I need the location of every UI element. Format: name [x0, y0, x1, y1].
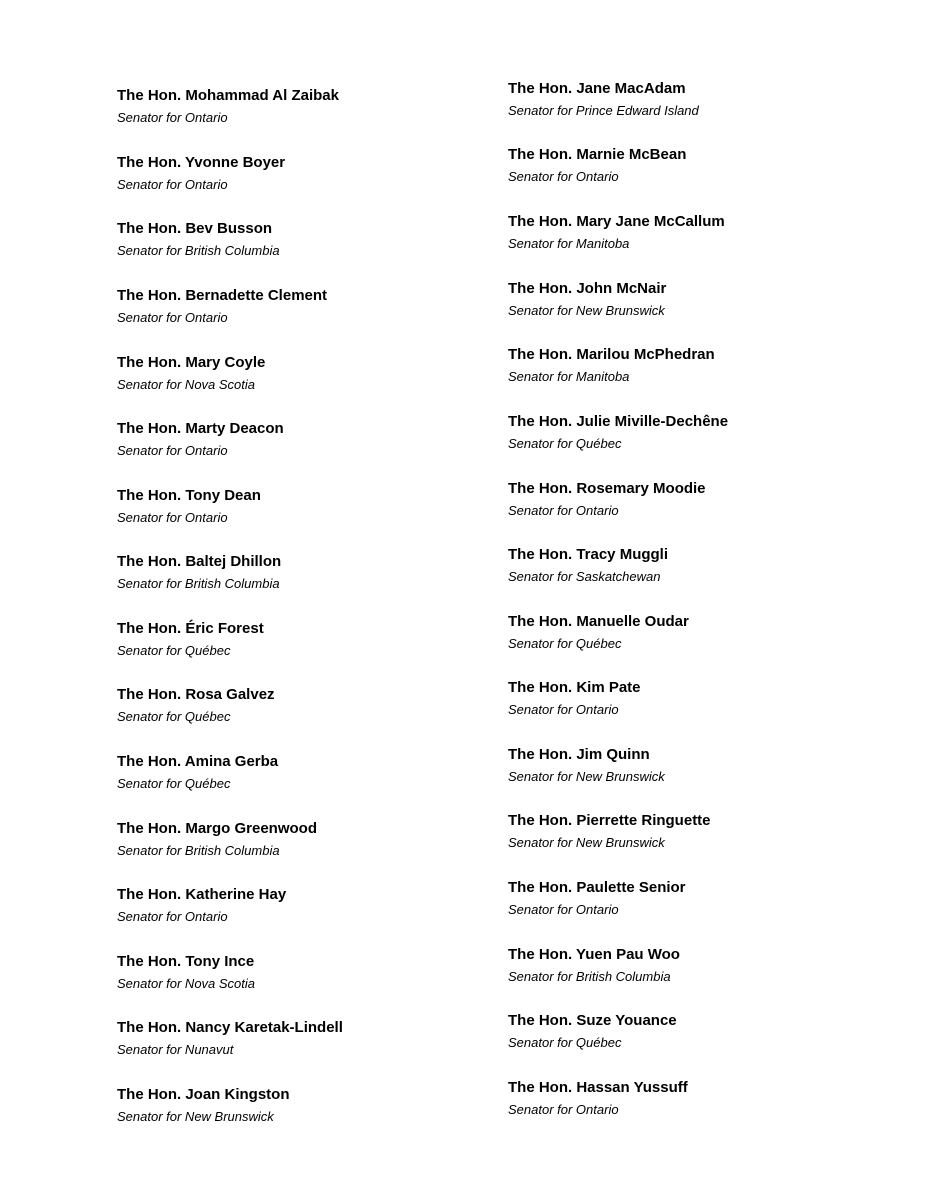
senator-entry: [508, 1079, 888, 1118]
senator-name: The Hon. Kim Pate: [508, 679, 641, 696]
senator-province: Senator for Ontario: [508, 1102, 619, 1117]
senator-province: Senator for Québec: [117, 709, 231, 724]
senator-name: The Hon. Pierrette Ringuette: [508, 812, 711, 829]
senator-province: Senator for Ontario: [117, 510, 228, 525]
senator-name: The Hon. Joan Kingston: [117, 1086, 290, 1103]
senator-entry: [508, 1012, 888, 1051]
senator-province: Senator for Manitoba: [508, 369, 630, 384]
senator-name: The Hon. Yvonne Boyer: [117, 154, 286, 171]
senator-entry: [117, 354, 497, 393]
senator-province: Senator for Québec: [117, 643, 231, 658]
senator-name: The Hon. Bernadette Clement: [117, 287, 328, 304]
senator-entry: [117, 620, 497, 659]
senator-entry: [117, 1019, 497, 1058]
senator-province: Senator for British Columbia: [117, 843, 280, 858]
senator-name: The Hon. Paulette Senior: [508, 879, 686, 896]
senator-name: The Hon. Marty Deacon: [117, 420, 284, 437]
senator-entry: [117, 686, 497, 725]
senator-entry: [508, 879, 888, 918]
senator-name: The Hon. Katherine Hay: [117, 886, 287, 903]
senator-name: The Hon. Julie Miville-Dechêne: [508, 413, 729, 430]
senator-entry: [508, 946, 888, 985]
senator-province: Senator for Ontario: [508, 169, 619, 184]
senator-province: Senator for Ontario: [117, 909, 228, 924]
senator-name: The Hon. Hassan Yussuff: [508, 1079, 688, 1096]
senator-entry: [508, 812, 888, 851]
senator-entry: [508, 146, 888, 185]
senator-name: The Hon. Tony Dean: [117, 487, 261, 504]
senator-province: Senator for British Columbia: [117, 243, 280, 258]
senator-province: Senator for Ontario: [117, 443, 228, 458]
senator-name: The Hon. Tracy Muggli: [508, 546, 669, 563]
senator-name: The Hon. Éric Forest: [117, 620, 264, 637]
senator-name: The Hon. Yuen Pau Woo: [508, 946, 680, 963]
senator-name: The Hon. John McNair: [508, 280, 667, 297]
senator-province: Senator for British Columbia: [117, 576, 280, 591]
senator-name: The Hon. Marnie McBean: [508, 146, 687, 163]
senator-name: The Hon. Marilou McPhedran: [508, 346, 715, 363]
senator-name: The Hon. Suze Youance: [508, 1012, 677, 1029]
senator-name: The Hon. Rosa Galvez: [117, 686, 275, 703]
senator-province: Senator for Ontario: [508, 702, 619, 717]
senator-entry: [508, 346, 888, 385]
senator-name: The Hon. Jim Quinn: [508, 746, 650, 763]
senator-province: Senator for Québec: [508, 1035, 622, 1050]
senator-name: The Hon. Amina Gerba: [117, 753, 279, 770]
senator-entry: [508, 679, 888, 718]
senator-entry: [508, 280, 888, 319]
senator-name: The Hon. Mary Coyle: [117, 354, 266, 371]
senator-entry: [508, 80, 888, 119]
senator-entry: [117, 1086, 497, 1125]
senator-province: Senator for Ontario: [117, 177, 228, 192]
senator-name: The Hon. Margo Greenwood: [117, 820, 318, 837]
senator-province: Senator for Québec: [508, 436, 622, 451]
senator-province: Senator for Québec: [508, 636, 622, 651]
senator-province: Senator for Ontario: [508, 503, 619, 518]
senator-name: The Hon. Baltej Dhillon: [117, 553, 282, 570]
senator-name: The Hon. Rosemary Moodie: [508, 480, 706, 497]
senator-province: Senator for Nova Scotia: [117, 976, 256, 991]
senator-province: Senator for Saskatchewan: [508, 569, 661, 584]
senator-province: Senator for New Brunswick: [117, 1109, 274, 1124]
senator-entry: [508, 213, 888, 252]
senator-province: Senator for Ontario: [508, 902, 619, 917]
senator-province: Senator for Nunavut: [117, 1042, 234, 1057]
senator-entry: [508, 746, 888, 785]
senator-entry: [117, 553, 497, 592]
senator-name: The Hon. Mohammad Al Zaibak: [117, 87, 339, 104]
senator-entry: [508, 480, 888, 519]
senator-entry: [117, 287, 497, 326]
senator-province: Senator for New Brunswick: [508, 769, 665, 784]
senator-name: The Hon. Manuelle Oudar: [508, 613, 689, 630]
senator-entry: [117, 886, 497, 925]
senator-name: The Hon. Jane MacAdam: [508, 80, 686, 97]
senator-entry: [508, 546, 888, 585]
senator-entry: [117, 487, 497, 526]
senator-entry: [117, 820, 497, 859]
senator-name: The Hon. Mary Jane McCallum: [508, 213, 725, 230]
senator-name: The Hon. Tony Ince: [117, 953, 255, 970]
senator-name: The Hon. Nancy Karetak-Lindell: [117, 1019, 343, 1036]
senator-entry: [117, 753, 497, 792]
senator-entry: [508, 613, 888, 652]
senator-province: Senator for British Columbia: [508, 969, 671, 984]
senator-entry: [117, 953, 497, 992]
senator-province: Senator for Ontario: [117, 110, 228, 125]
senator-province: Senator for Manitoba: [508, 236, 630, 251]
senator-province: Senator for New Brunswick: [508, 835, 665, 850]
senator-entry: [117, 87, 497, 126]
senator-entry: [117, 420, 497, 459]
senator-province: Senator for Québec: [117, 776, 231, 791]
senator-province: Senator for Ontario: [117, 310, 228, 325]
senator-province: Senator for New Brunswick: [508, 303, 665, 318]
senator-name: The Hon. Bev Busson: [117, 220, 273, 237]
senator-province: Senator for Prince Edward Island: [508, 103, 699, 118]
senator-province: Senator for Nova Scotia: [117, 377, 256, 392]
senator-entry: [117, 220, 497, 259]
senator-entry: [117, 154, 497, 193]
senator-entry: [508, 413, 888, 452]
